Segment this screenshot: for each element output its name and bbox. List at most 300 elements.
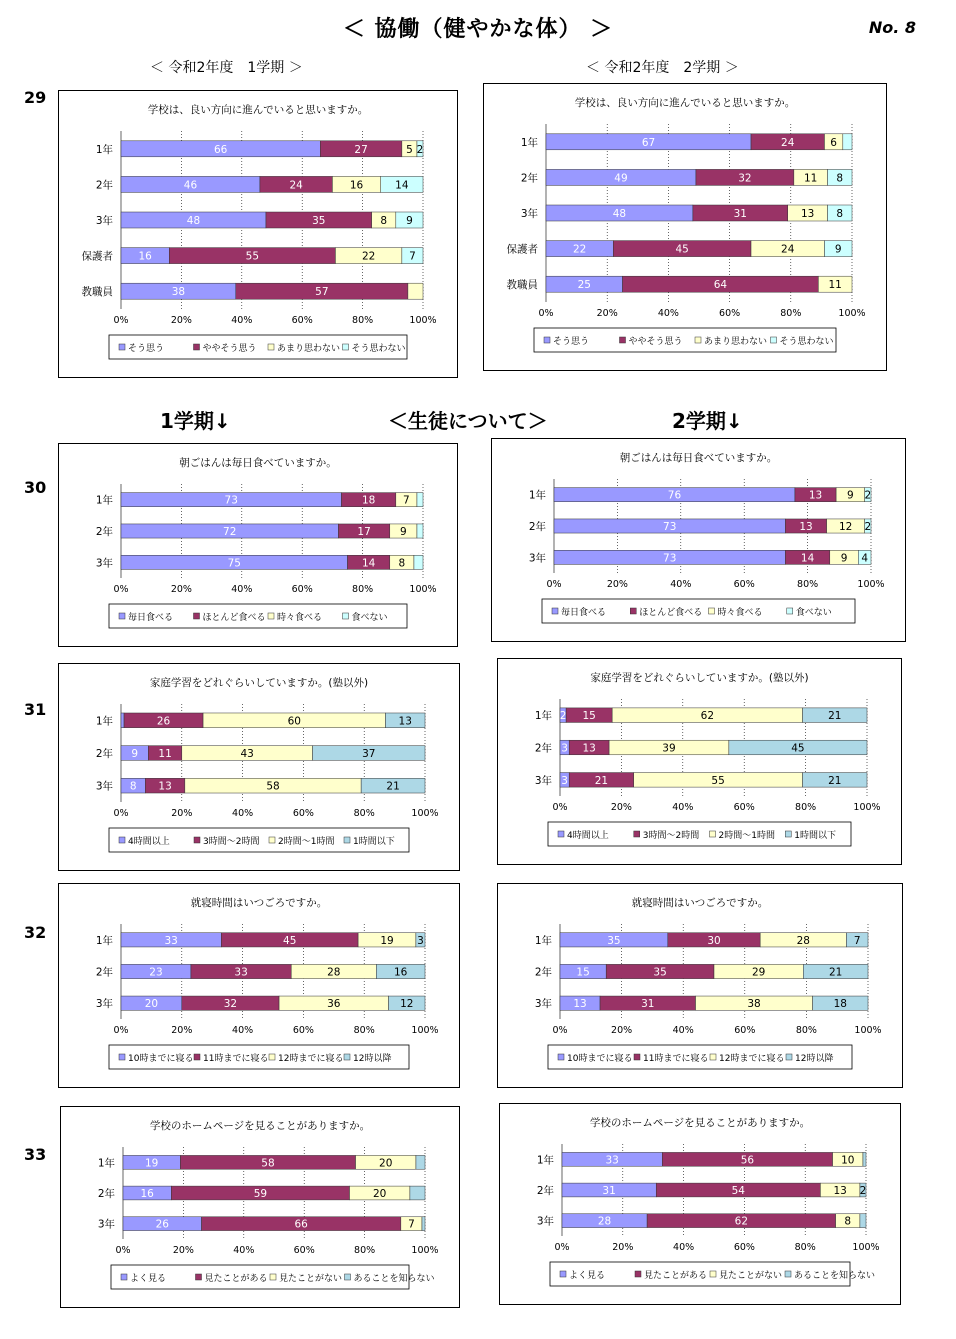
- legend-swatch: [620, 337, 626, 343]
- legend-swatch: [344, 837, 350, 843]
- data-label: 66: [213, 143, 228, 156]
- category-label: 2年: [536, 1185, 554, 1197]
- bar-segment: [860, 1214, 866, 1228]
- x-tick-label: 80%: [795, 802, 817, 813]
- legend-swatch: [194, 613, 200, 619]
- data-label: 64: [713, 279, 728, 292]
- chart-title: 学校は、良い方向に進んでいると思いますか。: [147, 104, 369, 116]
- page-number: No. 8: [868, 18, 916, 37]
- data-label: 13: [398, 715, 412, 728]
- x-tick-label: 60%: [293, 1245, 315, 1256]
- data-label: 59: [253, 1188, 268, 1200]
- data-label: 73: [663, 521, 677, 533]
- chart-svg: [59, 664, 459, 870]
- legend-swatch: [785, 1271, 791, 1277]
- chart-q30-term2: [491, 438, 906, 642]
- category-label: 3年: [95, 215, 113, 227]
- data-label: 62: [734, 1215, 749, 1228]
- data-label: 7: [853, 934, 861, 947]
- x-tick-label: 60%: [291, 315, 313, 326]
- data-label: 76: [667, 489, 682, 502]
- legend-swatch: [194, 344, 200, 350]
- legend-label: 見たことがない: [719, 1271, 783, 1281]
- page-title: ＜ 協働（健やかな体） ＞: [342, 17, 614, 42]
- data-label: 45: [791, 742, 805, 755]
- x-tick-label: 0%: [113, 315, 129, 326]
- category-label: 1年: [534, 710, 552, 723]
- legend-label: 4時間以上: [128, 837, 170, 847]
- data-label: 8: [380, 215, 388, 227]
- data-label: 54: [731, 1185, 746, 1197]
- legend-swatch: [785, 831, 791, 837]
- data-label: 31: [641, 998, 655, 1011]
- data-label: 58: [261, 1157, 275, 1170]
- chart-q33-term2: [499, 1103, 901, 1305]
- bar-segment: [416, 1155, 425, 1169]
- legend-label: 見たことがある: [644, 1271, 708, 1281]
- x-tick-label: 20%: [606, 579, 628, 590]
- category-label: 教職員: [506, 279, 538, 292]
- data-label: 10: [841, 1154, 855, 1167]
- x-tick-label: 40%: [233, 1245, 255, 1256]
- bar-segment: [417, 493, 423, 507]
- category-label: 1年: [97, 1157, 115, 1170]
- data-label: 36: [327, 998, 341, 1011]
- data-label: 15: [582, 710, 596, 723]
- legend-swatch: [710, 831, 716, 837]
- data-label: 21: [828, 774, 842, 787]
- data-label: 19: [380, 934, 394, 947]
- legend-swatch: [634, 1054, 640, 1060]
- data-label: 7: [408, 1218, 415, 1231]
- legend-label: 毎日食べる: [561, 608, 607, 618]
- data-label: 4: [861, 552, 869, 565]
- data-label: 13: [808, 489, 823, 502]
- category-label: 3年: [534, 998, 552, 1011]
- legend-label: ほとんど食べる: [639, 608, 703, 618]
- category-label: 2年: [95, 179, 113, 192]
- data-label: 9: [406, 215, 413, 227]
- data-label: 35: [312, 215, 326, 227]
- data-label: 8: [836, 172, 844, 185]
- data-label: 20: [144, 998, 159, 1011]
- category-label: 1年: [528, 489, 546, 502]
- data-label: 2: [859, 1185, 867, 1197]
- legend-label: 見たことがある: [204, 1274, 268, 1284]
- x-tick-label: 0%: [115, 1245, 131, 1256]
- data-label: 35: [653, 966, 667, 979]
- legend-label: あることを知らない: [794, 1271, 876, 1281]
- legend-swatch: [119, 1054, 125, 1060]
- legend-swatch: [119, 344, 125, 350]
- chart-q33-term1: [60, 1106, 460, 1308]
- x-tick-label: 40%: [672, 802, 694, 813]
- category-label: 1年: [95, 715, 113, 728]
- term2-header: ＜ 令和2年度 2学期 ＞: [586, 60, 739, 76]
- x-tick-label: 40%: [232, 1025, 254, 1036]
- data-label: 21: [594, 774, 609, 787]
- legend-label: そう思わない: [351, 344, 406, 354]
- legend-swatch: [194, 837, 200, 843]
- category-label: 1年: [95, 934, 113, 947]
- data-label: 5: [406, 143, 413, 156]
- legend-swatch: [771, 337, 777, 343]
- data-label: 21: [386, 780, 400, 793]
- bar-segment: [863, 1152, 866, 1166]
- data-label: 21: [828, 966, 843, 979]
- data-label: 19: [145, 1157, 159, 1170]
- data-label: 3: [417, 934, 424, 947]
- legend-label: 見たことがない: [279, 1274, 343, 1284]
- data-label: 12: [400, 998, 414, 1011]
- data-label: 21: [828, 710, 842, 723]
- x-tick-label: 100%: [857, 579, 885, 590]
- legend-swatch: [269, 1054, 275, 1060]
- data-label: 18: [361, 494, 376, 507]
- data-label: 57: [315, 286, 329, 299]
- legend-label: ややそう思う: [628, 337, 683, 347]
- category-label: 2年: [534, 742, 552, 755]
- legend-swatch: [558, 1054, 564, 1060]
- legend-label: 10時までに寝る: [128, 1054, 194, 1064]
- data-label: 66: [294, 1218, 308, 1231]
- x-tick-label: 80%: [353, 808, 375, 819]
- legend-label: 12時までに寝る: [278, 1054, 344, 1064]
- data-label: 25: [577, 279, 591, 292]
- legend-swatch: [786, 1054, 792, 1060]
- legend-swatch: [634, 831, 640, 837]
- data-label: 24: [781, 243, 795, 256]
- data-label: 8: [398, 557, 406, 570]
- legend-label: あまり思わない: [277, 344, 341, 354]
- data-label: 58: [266, 780, 280, 793]
- category-label: 3年: [95, 998, 113, 1011]
- data-label: 2: [416, 143, 424, 156]
- data-label: 45: [283, 934, 297, 947]
- x-tick-label: 100%: [411, 1245, 439, 1256]
- data-label: 20: [379, 1157, 393, 1170]
- data-label: 75: [227, 557, 241, 570]
- legend-swatch: [345, 1274, 351, 1280]
- x-tick-label: 40%: [231, 584, 253, 595]
- data-label: 13: [800, 208, 815, 220]
- data-label: 2: [864, 521, 872, 533]
- legend-swatch: [344, 1054, 350, 1060]
- legend-swatch: [119, 613, 125, 619]
- legend-swatch: [196, 1274, 202, 1280]
- chart-svg: [59, 884, 459, 1087]
- data-label: 16: [349, 179, 364, 192]
- legend-swatch: [268, 344, 274, 350]
- category-label: 3年: [536, 1215, 554, 1228]
- data-label: 16: [393, 966, 408, 979]
- x-tick-label: 40%: [673, 1242, 695, 1253]
- data-label: 3: [561, 774, 568, 787]
- question-number-29: 29: [24, 88, 47, 107]
- legend-label: 毎日食べる: [128, 613, 174, 623]
- data-label: 24: [289, 179, 303, 192]
- legend-label: よく見る: [130, 1274, 167, 1284]
- x-tick-label: 100%: [854, 1025, 882, 1036]
- x-tick-label: 60%: [734, 1025, 756, 1036]
- data-label: 38: [171, 286, 186, 299]
- data-label: 2: [559, 710, 567, 723]
- x-tick-label: 0%: [552, 1025, 568, 1036]
- legend-label: 食べない: [351, 613, 388, 623]
- data-label: 8: [836, 208, 844, 220]
- x-tick-label: 20%: [612, 1242, 634, 1253]
- legend-swatch: [343, 613, 349, 619]
- x-tick-label: 60%: [291, 584, 313, 595]
- x-tick-label: 20%: [172, 1245, 194, 1256]
- legend-label: あまり思わない: [704, 337, 768, 347]
- x-tick-label: 20%: [171, 808, 193, 819]
- data-label: 39: [662, 742, 676, 755]
- data-label: 29: [751, 966, 766, 979]
- category-label: 3年: [520, 208, 538, 220]
- x-tick-label: 100%: [853, 802, 881, 813]
- data-label: 73: [224, 494, 238, 507]
- chart-title: 就寝時間はいつごろですか。: [631, 897, 769, 909]
- x-tick-label: 0%: [113, 584, 129, 595]
- question-number-31: 31: [24, 700, 47, 719]
- data-label: 32: [738, 172, 752, 185]
- data-label: 9: [847, 489, 854, 502]
- legend-swatch: [630, 608, 636, 614]
- category-label: 1年: [95, 143, 113, 156]
- legend-label: 時々食べる: [277, 613, 323, 623]
- data-label: 12: [838, 521, 853, 533]
- chart-q29-term1: [58, 90, 458, 378]
- x-tick-label: 100%: [409, 584, 437, 595]
- legend-swatch: [710, 1054, 716, 1060]
- legend-swatch: [695, 337, 701, 343]
- data-label: 15: [576, 966, 590, 979]
- data-label: 27: [354, 143, 368, 156]
- category-label: 保護者: [81, 250, 113, 263]
- question-number-33: 33: [24, 1145, 47, 1164]
- bar-segment: [422, 1217, 425, 1231]
- chart-svg: [500, 1104, 900, 1304]
- category-label: 2年: [528, 521, 546, 533]
- legend-label: 2時間～1時間: [718, 831, 775, 841]
- x-tick-label: 100%: [411, 1025, 439, 1036]
- legend-label: 1時間以下: [353, 837, 395, 847]
- chart-svg: [484, 84, 886, 370]
- legend-label: 12時までに寝る: [719, 1054, 785, 1064]
- data-label: 13: [158, 780, 172, 793]
- chart-title: 家庭学習をどれぐらいしていますか。(塾以外): [149, 677, 369, 689]
- chart-title: 学校のホームページを見ることがありますか。: [589, 1117, 811, 1129]
- legend-label: 10時までに寝る: [567, 1054, 633, 1064]
- category-label: 2年: [95, 748, 113, 760]
- x-tick-label: 20%: [610, 802, 632, 813]
- chart-q31-term2: [497, 658, 902, 865]
- bar-segment: [121, 713, 124, 728]
- chart-svg: [61, 1107, 459, 1307]
- data-label: 37: [362, 748, 376, 760]
- bar-segment: [410, 1186, 425, 1200]
- data-label: 38: [747, 998, 761, 1011]
- data-label: 16: [140, 1188, 154, 1200]
- data-label: 49: [614, 172, 628, 185]
- bar-segment: [843, 134, 852, 150]
- x-tick-label: 20%: [596, 308, 618, 319]
- x-tick-label: 60%: [733, 802, 755, 813]
- chart-svg: [59, 444, 457, 646]
- legend-swatch: [119, 837, 125, 843]
- x-tick-label: 40%: [657, 308, 679, 319]
- data-label: 55: [245, 250, 260, 263]
- x-tick-label: 60%: [292, 1025, 314, 1036]
- legend-label: 12時以降: [353, 1054, 392, 1064]
- x-tick-label: 0%: [546, 579, 562, 590]
- data-label: 31: [733, 208, 747, 220]
- x-tick-label: 80%: [353, 1025, 375, 1036]
- data-label: 55: [711, 774, 725, 787]
- data-label: 20: [373, 1188, 387, 1200]
- x-tick-label: 0%: [113, 808, 129, 819]
- bar-segment: [414, 555, 423, 569]
- x-tick-label: 20%: [170, 584, 192, 595]
- data-label: 28: [597, 1215, 612, 1228]
- chart-q32-term2: [497, 883, 903, 1088]
- data-label: 67: [641, 136, 656, 149]
- legend-swatch: [544, 337, 550, 343]
- data-label: 24: [781, 136, 795, 149]
- data-label: 18: [833, 998, 847, 1011]
- category-label: 1年: [520, 136, 538, 149]
- chart-q30-term1: [58, 443, 458, 647]
- x-tick-label: 0%: [554, 1242, 570, 1253]
- x-tick-label: 80%: [354, 1245, 376, 1256]
- legend-swatch: [121, 1274, 127, 1280]
- legend-label: あることを知らない: [353, 1274, 435, 1284]
- data-label: 22: [361, 250, 376, 263]
- data-label: 17: [357, 526, 371, 538]
- x-tick-label: 20%: [611, 1025, 633, 1036]
- category-label: 3年: [534, 774, 552, 787]
- data-label: 6: [830, 136, 837, 149]
- data-label: 72: [223, 526, 237, 538]
- data-label: 8: [129, 780, 137, 793]
- legend-label: そう思う: [553, 337, 590, 347]
- legend-swatch: [635, 1271, 641, 1277]
- x-tick-label: 80%: [352, 584, 374, 595]
- category-label: 3年: [97, 1218, 115, 1231]
- x-tick-label: 0%: [552, 802, 568, 813]
- legend-label: 11時までに寝る: [643, 1054, 709, 1064]
- mid-term2-heading: 2学期↓: [672, 409, 743, 433]
- x-tick-label: 100%: [411, 808, 439, 819]
- term1-header: ＜ 令和2年度 1学期 ＞: [150, 60, 303, 76]
- legend-label: 4時間以上: [567, 831, 609, 841]
- data-label: 2: [864, 489, 872, 502]
- data-label: 7: [409, 250, 416, 263]
- x-tick-label: 60%: [719, 308, 741, 319]
- legend-swatch: [709, 608, 715, 614]
- category-label: 1年: [534, 934, 552, 947]
- chart-q31-term1: [58, 663, 460, 871]
- legend-label: ややそう思う: [202, 344, 257, 354]
- data-label: 14: [361, 557, 376, 570]
- chart-title: 就寝時間はいつごろですか。: [190, 897, 328, 909]
- data-label: 13: [799, 521, 813, 533]
- data-label: 14: [395, 179, 409, 192]
- chart-q29-term2: [483, 83, 887, 371]
- x-tick-label: 100%: [838, 308, 866, 319]
- category-label: 2年: [97, 1188, 115, 1200]
- data-label: 31: [602, 1185, 616, 1197]
- legend-label: 11時までに寝る: [203, 1054, 269, 1064]
- x-tick-label: 0%: [538, 308, 554, 319]
- data-label: 46: [183, 179, 198, 192]
- x-tick-label: 80%: [352, 315, 374, 326]
- data-label: 28: [327, 966, 341, 979]
- category-label: 3年: [528, 552, 546, 565]
- legend-swatch: [268, 613, 274, 619]
- data-label: 9: [131, 748, 139, 760]
- data-label: 48: [186, 215, 201, 227]
- x-tick-label: 20%: [170, 315, 192, 326]
- x-tick-label: 40%: [232, 808, 254, 819]
- data-label: 26: [156, 715, 171, 728]
- category-label: 教職員: [81, 286, 113, 299]
- question-number-30: 30: [24, 478, 47, 497]
- x-tick-label: 80%: [794, 1242, 816, 1253]
- legend-swatch: [194, 1054, 200, 1060]
- data-label: 3: [561, 742, 568, 755]
- data-label: 13: [573, 998, 587, 1011]
- legend-label: 食べない: [795, 608, 832, 618]
- x-tick-label: 100%: [409, 315, 437, 326]
- data-label: 48: [612, 208, 627, 220]
- legend-label: 3時間～2時間: [203, 837, 260, 847]
- legend-label: 3時間～2時間: [642, 831, 700, 841]
- data-label: 9: [840, 552, 848, 565]
- data-label: 8: [844, 1215, 852, 1228]
- data-label: 62: [700, 710, 715, 723]
- chart-title: 学校は、良い方向に進んでいると思いますか。: [574, 97, 796, 109]
- x-tick-label: 60%: [292, 808, 314, 819]
- mid-term1-heading: 1学期↓: [160, 409, 231, 433]
- chart-title: 家庭学習をどれぐらいしていますか。(塾以外): [590, 672, 809, 684]
- chart-svg: [492, 439, 905, 641]
- category-label: 保護者: [506, 243, 538, 256]
- legend-swatch: [787, 608, 793, 614]
- legend-swatch: [558, 831, 564, 837]
- category-label: 2年: [534, 966, 552, 979]
- x-tick-label: 40%: [672, 1025, 694, 1036]
- question-number-32: 32: [24, 923, 47, 942]
- data-label: 28: [796, 934, 811, 947]
- legend-swatch: [269, 837, 275, 843]
- data-label: 56: [740, 1154, 755, 1167]
- mid-center-heading: ＜生徒について＞: [388, 409, 548, 433]
- x-tick-label: 80%: [780, 308, 802, 319]
- legend-label: そう思う: [128, 344, 165, 354]
- legend-label: ほとんど食べる: [202, 613, 266, 623]
- x-tick-label: 20%: [171, 1025, 193, 1036]
- data-label: 35: [607, 934, 621, 947]
- x-tick-label: 60%: [733, 579, 755, 590]
- legend-label: 時々食べる: [717, 608, 763, 618]
- legend-label: そう思わない: [779, 337, 834, 347]
- legend-swatch: [710, 1271, 716, 1277]
- chart-q32-term1: [58, 883, 460, 1088]
- data-label: 73: [663, 552, 677, 565]
- data-label: 9: [400, 526, 407, 538]
